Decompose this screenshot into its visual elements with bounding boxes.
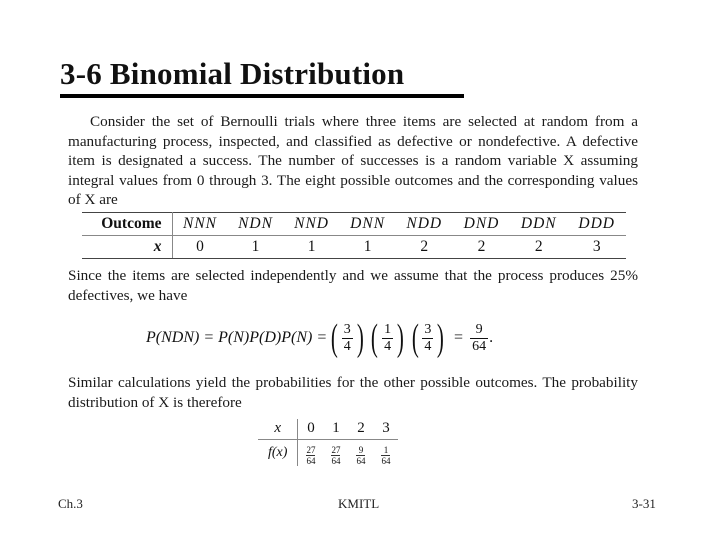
x-cell: 1 bbox=[323, 419, 348, 439]
fraction bbox=[382, 322, 393, 355]
distribution-table bbox=[258, 419, 398, 466]
fx-label: f(x) bbox=[258, 439, 298, 466]
x-label: x bbox=[258, 419, 298, 439]
x-cell: 1 bbox=[228, 236, 284, 259]
x-cell: 2 bbox=[510, 236, 567, 259]
outcome-row bbox=[82, 213, 626, 236]
x-cell: 1 bbox=[284, 236, 340, 259]
probability-equation bbox=[146, 316, 493, 360]
denominator: 64 bbox=[356, 455, 366, 466]
numerator: 27 bbox=[331, 444, 341, 455]
fx-cell bbox=[323, 439, 348, 466]
x-cell: 2 bbox=[396, 236, 453, 259]
outcome-cell: DNN bbox=[340, 213, 396, 236]
outcome-table bbox=[82, 212, 626, 259]
x-cell: 2 bbox=[453, 236, 510, 259]
similar-paragraph: Similar calculations yield the probabilities for the other possible outcomes. The probability distribution of X is therefore bbox=[68, 374, 638, 411]
numerator: 9 bbox=[475, 321, 483, 337]
denominator: 64 bbox=[381, 455, 391, 466]
footer-chapter: Ch.3 bbox=[58, 496, 83, 511]
outcome-cell: NND bbox=[284, 213, 340, 236]
x-value-row bbox=[82, 236, 626, 259]
x-cell: 3 bbox=[373, 419, 398, 439]
denominator: 64 bbox=[472, 338, 487, 354]
outcome-cell: NNN bbox=[172, 213, 228, 236]
numerator: 3 bbox=[343, 321, 351, 337]
x-cell: 0 bbox=[172, 236, 228, 259]
fx-row bbox=[258, 439, 398, 466]
outcome-cell: NDD bbox=[396, 213, 453, 236]
equals-sign: = bbox=[454, 329, 464, 346]
numerator: 9 bbox=[358, 444, 364, 455]
slide-title: 3-6 Binomial Distribution bbox=[60, 56, 405, 91]
footer-institution: KMITL bbox=[338, 496, 380, 511]
fx-cell bbox=[373, 439, 398, 466]
x-cell: 3 bbox=[567, 236, 626, 259]
denominator: 64 bbox=[331, 455, 341, 466]
fraction bbox=[422, 322, 433, 355]
result-fraction bbox=[470, 322, 488, 355]
fraction-group bbox=[368, 319, 406, 357]
left-paren: ( bbox=[330, 317, 338, 359]
left-paren: ( bbox=[371, 317, 379, 359]
fraction bbox=[342, 322, 353, 355]
left-paren: ( bbox=[411, 317, 419, 359]
right-paren: ) bbox=[437, 317, 445, 359]
fraction-group bbox=[328, 319, 366, 357]
denominator: 4 bbox=[343, 338, 351, 354]
denominator: 4 bbox=[384, 338, 392, 354]
outcome-cell: DND bbox=[453, 213, 510, 236]
right-paren: ) bbox=[396, 317, 404, 359]
x-cell: 1 bbox=[340, 236, 396, 259]
numerator: 3 bbox=[424, 321, 432, 337]
x-cell: 2 bbox=[348, 419, 373, 439]
fx-cell bbox=[348, 439, 373, 466]
numerator: 27 bbox=[306, 444, 316, 455]
numerator: 1 bbox=[384, 321, 392, 337]
footer-page-number: 3-31 bbox=[632, 496, 656, 511]
intro-paragraph: Consider the set of Bernoulli trials where three items are selected at random from a manufacturing process, inspected, and classified as defective or nondefective. A defective item is designated a success. The number of successes is a random variable X assuming integral values from 0 through 3. The eight possible outcomes and the corresponding values of X are bbox=[68, 113, 638, 208]
independence-paragraph: Since the items are selected independently and we assume that the process produces 25% defectives, we have bbox=[68, 267, 638, 304]
outcome-cell: DDN bbox=[510, 213, 567, 236]
x-cell: 0 bbox=[298, 419, 324, 439]
equation-period: . bbox=[489, 329, 494, 346]
equation-lhs: P(NDN) = P(N)P(D)P(N) = bbox=[146, 329, 328, 346]
outcome-header: Outcome bbox=[82, 213, 172, 236]
denominator: 4 bbox=[424, 338, 432, 354]
fx-cell bbox=[298, 439, 324, 466]
x-row bbox=[258, 419, 398, 439]
outcome-cell: NDN bbox=[228, 213, 284, 236]
x-header: x bbox=[82, 236, 172, 259]
numerator: 1 bbox=[383, 444, 389, 455]
denominator: 64 bbox=[306, 455, 316, 466]
right-paren: ) bbox=[356, 317, 364, 359]
fraction-group bbox=[409, 319, 447, 357]
outcome-cell: DDD bbox=[567, 213, 626, 236]
title-underline bbox=[60, 94, 464, 98]
